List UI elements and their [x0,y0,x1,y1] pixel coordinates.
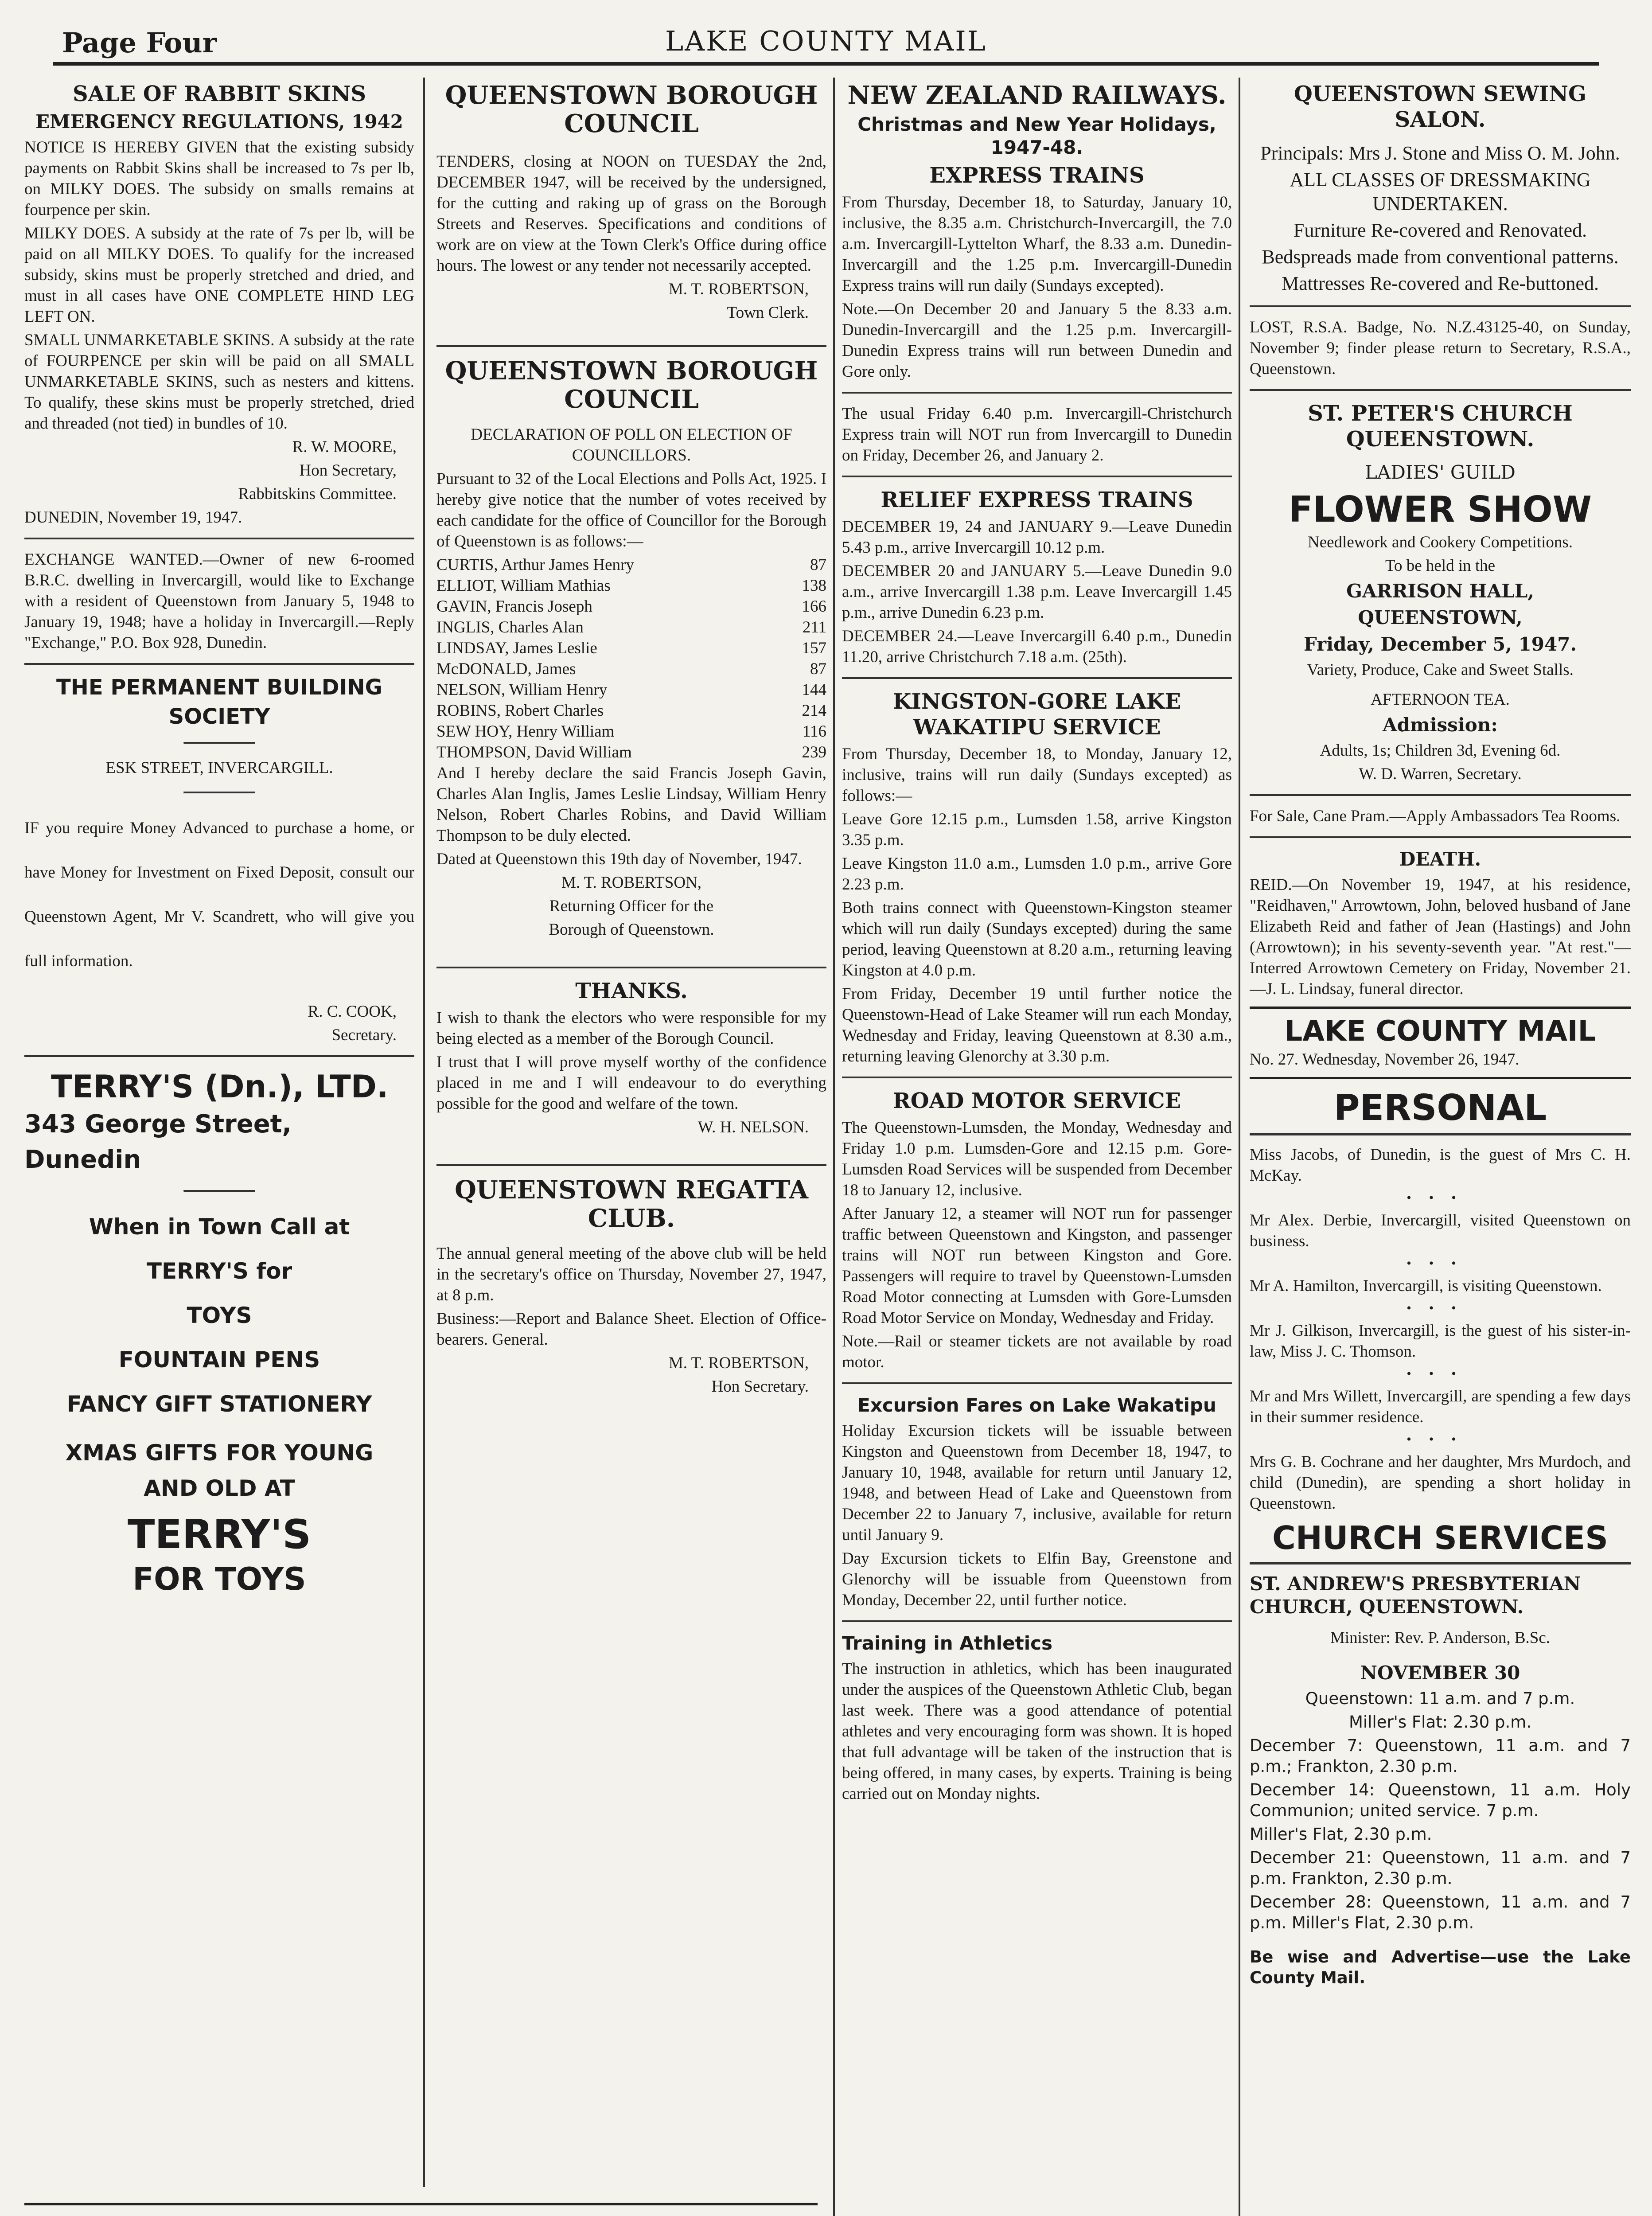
signature: Borough of Queenstown. [549,921,714,939]
notice-paragraph: Leave Kingston 11.0 a.m., Lumsden 1.0 p.m., arrive Gore 2.23 p.m. [842,854,1232,893]
poll-row [436,659,826,679]
poll-row [436,700,826,721]
poll-row [436,575,826,596]
ad-line: GARRISON HALL, [1346,580,1534,602]
notice-paragraph: The annual general meeting of the above club will be held in the secretary's office on Thursday, November 27, 1947, at 8 p.m. [436,1245,826,1304]
divider [842,1077,1232,1078]
service-line: Queenstown: 11 a.m. and 7 p.m. [1305,1689,1575,1708]
ad-line: Principals: Mrs J. Stone and Miss O. M. John. [1260,142,1620,164]
personal-item: Miss Jacobs, of Dunedin, is the guest of Mrs C. H. McKay. [1250,1146,1631,1185]
divider [436,967,826,968]
candidate-name: McDONALD, James [436,660,576,678]
ad-line: QUEENSTOWN, [1358,607,1523,628]
candidate-name: THOMPSON, David William [436,743,632,761]
personal-item: Mrs G. B. Cochrane and her daughter, Mrs Murdoch, and child (Dunedin), are spending a short holiday in Queenstown. [1250,1453,1631,1513]
signature: Returning Officer for the [549,897,714,915]
notice-paragraph: The usual Friday 6.40 p.m. Invercargill-Christchurch Express train will NOT run from Invercargill to Dunedin on Friday, December 26, and January 2. [842,405,1232,464]
notice-paragraph: Holiday Excursion tickets will be issuable between Kingston and Queenstown from December 18, 1947, to January 10, 1948, available for return until January 12, 1948, and between Head of Lake and Queenstown from December 22 to January 7, inclusive, available for return until January 9. [842,1422,1232,1544]
section-title: ROAD MOTOR SERVICE [892,1088,1181,1113]
ad-line: AFTERNOON TEA. [1371,691,1510,709]
signature: M. T. ROBERTSON, [668,280,809,298]
notice-paragraph: Note.—On December 20 and January 5 the 8.33 a.m. Dunedin-Invercargill and the 1.25 p.m. Invercargill-Dunedin Express trains will run between Dunedin and Gore only. [842,300,1232,381]
notice-paragraph: The Queenstown-Lumsden, the Monday, Wednesday and Friday 1.0 p.m. Lumsden-Gore and 12.15 p.m. Gore-Lumsden Road Services will be suspended from December 18 to January 12, inclusive. [842,1119,1232,1199]
divider [842,1620,1232,1622]
notice-paragraph: From Thursday, December 18, to Saturday, January 10, inclusive, the 8.35 a.m. Christchurch-Invercargill, the 7.0 a.m. Invercargill-Lyttelton Wharf, the 8.33 a.m. Dunedin-Invercargill and the 1.25 p.m. Invercargill-Dunedin Express trains will run daily (Sundays excepted). [842,193,1232,295]
section-title: Excursion Fares on Lake Wakatipu [857,1394,1216,1416]
flower-show-ad [1250,401,1631,784]
signature: Rabbitskins Committee. [238,485,397,503]
poll-row [436,742,826,763]
thanks-notice [436,978,826,1138]
poll-row [436,596,826,617]
divider [436,1164,826,1166]
service-line: December 7: Queenstown, 11 a.m. and 7 p.m.; Frankton, 2.30 p.m. [1250,1736,1631,1776]
ad-line: AND OLD AT [144,1475,295,1501]
church-services [1250,1517,1631,1988]
ad-title: ST. PETER'S CHURCH QUEENSTOWN. [1308,401,1573,452]
notice-body: TENDERS, closing at NOON on TUESDAY the 2nd, DECEMBER 1947, will be received by the undersigned, for the cutting and raking up of grass on the Borough Streets and Reserves. Specifications and conditions of work are on view at the Town Clerk's Office during office hours. The lowest or any tender not necessarily accepted. [436,152,826,275]
regatta-notice [436,1176,826,1397]
service-date: NOVEMBER 30 [1360,1662,1520,1684]
ad-line: Bedspreads made from conventional patterns. [1262,246,1619,268]
poll-declaration [436,357,826,940]
ad-line: TERRY'S for [146,1258,292,1284]
death-notice [1250,848,1631,999]
service-line: Miller's Flat: 2.30 p.m. [1348,1713,1532,1732]
candidate-name: INGLIS, Charles Alan [436,618,584,636]
column-rule [833,78,835,2216]
poll-row [436,721,826,742]
article-body: The instruction in athletics, which has been inaugurated under the auspices of the Queenstown Athletic Club, began last week. There was a good attendance of potential athletes and very encouraging form was shown. It is hoped that full advantage will be taken of the instruction that is being offered, in many cases, by experts. Training is being carried out on Monday nights. [842,1660,1232,1803]
candidate-name: CURTIS, Arthur James Henry [436,556,634,574]
candidate-name: SEW HOY, Henry William [436,722,615,741]
masthead: LAKE COUNTY MAIL [665,25,987,57]
separator-dots: ••• [1407,1366,1474,1381]
notice-paragraph: DECEMBER 20 and JANUARY 5.—Leave Dunedin 9.0 a.m., arrive Invercargill 1.38 p.m. Leave Invercargill 1.45 p.m., arrive Dunedin 6.23 p.m. [842,562,1232,622]
nameplate-title: LAKE COUNTY MAIL [1284,1015,1596,1048]
signature: W. H. NELSON. [697,1118,809,1136]
ad-line: FOUNTAIN PENS [118,1347,320,1373]
notice-title: DEATH. [1399,848,1481,870]
poll-row [436,617,826,638]
divider [183,742,255,744]
signature: Secretary. [331,1026,397,1044]
ad-line: W. D. Warren, Secretary. [1359,765,1522,783]
candidate-votes: 211 [802,618,826,636]
candidate-votes: 144 [802,681,826,699]
signature: R. W. MOORE, [292,438,397,456]
athletics-article [842,1632,1232,1804]
sewing-salon-ad [1250,81,1631,296]
ad-title: SOCIETY [168,704,270,729]
separator-dots: ••• [1407,1301,1474,1315]
column-rule [423,78,425,2187]
divider [183,1190,255,1192]
notice-paragraph: I trust that I will prove myself worthy of the confidence placed in me and I will endeavour to do everything possible for the good and welfare of the town. [436,1053,826,1113]
ad-line: TOYS [187,1303,252,1328]
candidate-votes: 239 [802,743,826,761]
notice-title: QUEENSTOWN BOROUGH COUNCIL [445,356,818,414]
signature: M. T. ROBERTSON, [668,1354,809,1372]
divider [24,663,414,665]
issue-line: No. 27. Wednesday, November 26, 1947. [1250,1050,1520,1069]
lost-badge-ad: LOST, R.S.A. Badge, No. N.Z.43125-40, on Sunday, November 9; finder please return to Secretary, R.S.A., Queenstown. [1250,318,1631,378]
column-1 [24,78,414,1599]
candidate-votes: 214 [802,702,826,720]
notice-date: DUNEDIN, November 19, 1947. [24,508,242,527]
divider [842,476,1232,477]
railways-notice [842,81,1232,1373]
notice-title: NEW ZEALAND RAILWAYS. [847,81,1227,110]
candidate-name: LINDSAY, James Leslie [436,639,597,657]
notice-paragraph: From Friday, December 19 until further notice the Queenstown-Head of Lake Steamer will run each Monday, Wednesday and Friday, leaving Queenstown at 8.30 a.m., returning leaving Glenorchy at 3.30 p.m. [842,985,1232,1065]
poll-row [436,679,826,700]
service-line: December 28: Queenstown, 11 a.m. and 7 p.m. Miller's Flat, 2.30 p.m. [1250,1892,1631,1932]
divider [436,345,826,347]
divider [1250,305,1631,307]
ad-line: Variety, Produce, Cake and Sweet Stalls. [1307,661,1574,679]
ad-line: XMAS GIFTS FOR YOUNG [65,1440,374,1466]
notice-subtitle: Christmas and New Year Holidays, 1947-48. [857,113,1216,158]
personal-item: Mr and Mrs Willett, Invercargill, are spending a few days in their summer residence. [1250,1387,1631,1426]
notice-paragraph: Day Excursion tickets to Elfin Bay, Greenstone and Glenorchy will be issuable from Queenstown from Monday, December 22, until further notice. [842,1549,1232,1609]
ad-line: TERRY'S [127,1511,312,1558]
candidate-name: NELSON, William Henry [436,681,608,699]
column-4 [1250,78,1631,1991]
notice-paragraph: MILKY DOES. A subsidy at the rate of 7s per lb, will be paid on all MILKY DOES. To qualify for the increased subsidy, skins must be properly stretched and dried, and must in all cases have ONE COMPLETE HIND LEG LEFT ON. [24,224,414,326]
service-line: December 21: Queenstown, 11 a.m. and 7 p.m. Frankton, 2.30 p.m. [1250,1848,1631,1888]
section-title: KINGSTON-GORE LAKE WAKATIPU SERVICE [892,689,1181,740]
notice-heading: DECLARATION OF POLL ON ELECTION OF COUNCILLORS. [471,425,792,464]
ad-line: To be held in the [1385,557,1496,575]
divider [1250,1133,1631,1135]
candidate-votes: 166 [802,597,826,616]
ad-line: Adults, 1s; Children 3d, Evening 6d. [1320,741,1561,760]
separator-dots: ••• [1407,1256,1474,1271]
ad-line: LADIES' GUILD [1365,461,1516,483]
ad-line: Furniture Re-covered and Renovated. [1293,219,1587,241]
ad-title: TERRY'S (Dn.), LTD. [51,1069,389,1105]
service-line: Miller's Flat, 2.30 p.m. [1250,1825,1432,1844]
excursion-fares [842,1394,1232,1611]
column-3 [842,78,1232,1807]
divider [24,538,414,539]
notice-title: SALE OF RABBIT SKINS [72,82,366,106]
candidate-votes: 138 [802,577,826,595]
ad-body: IF you require Money Advanced to purchase a home, or have Money for Investment on Fixed Deposit, consult our Queenstown Agent, Mr V. Scandrett, who will give you full information. [24,819,414,970]
candidate-votes: 157 [802,639,826,657]
ad-line: Needlework and Cookery Competitions. [1307,533,1573,551]
signature: M. T. ROBERTSON, [561,874,702,892]
section-title: EXPRESS TRAINS [929,163,1145,188]
ad-line: FANCY GIFT STATIONERY [66,1391,372,1417]
ad-line: ALL CLASSES OF DRESSMAKING UNDERTAKEN. [1290,169,1591,215]
personal-item: Mr Alex. Derbie, Invercargill, visited Queenstown on business. [1250,1211,1631,1250]
signature: R. C. COOK, [308,1003,397,1021]
section-title: PERSONAL [1333,1087,1547,1128]
service-line: December 14: Queenstown, 11 a.m. Holy Communion; united service. 7 p.m. [1250,1780,1631,1820]
signature: Hon Secretary. [711,1377,809,1396]
notice-body: REID.—On November 19, 1947, at his residence, "Reidhaven," Arrowtown, John, beloved husband of Jane Elizabeth Reid and father of Jean (Hastings) and John (Arrowtown); in his seventy-seventh year. "At rest."—Interred Arrowtown Cemetery on Friday, November 21.—J. L. Lindsay, funeral director. [1250,876,1631,998]
ad-line: Admission: [1383,714,1498,736]
divider [24,1055,414,1057]
ad-address: 343 George Street, Dunedin [24,1110,292,1174]
personal-item: Mr J. Gilkison, Invercargill, is the guest of his sister-in-law, Miss J. C. Thomson. [1250,1322,1631,1361]
paper-nameplate [1250,1007,1631,1079]
building-society-ad [24,675,414,1046]
notice-title: QUEENSTOWN BOROUGH COUNCIL [445,81,818,138]
signature: Hon Secretary, [299,461,397,480]
ad-line: FOR TOYS [132,1561,306,1597]
notice-paragraph: From Thursday, December 18, to Monday, January 12, inclusive, trains will run daily (Sundays excepted) as follows:— [842,745,1232,805]
tenders-notice [436,81,826,323]
notice-paragraph: Leave Gore 12.15 p.m., Lumsden 1.58, arrive Kingston 3.35 p.m. [842,810,1232,849]
rabbit-skins-notice [24,81,414,528]
divider [842,392,1232,394]
notice-subtitle: EMERGENCY REGULATIONS, 1942 [35,111,403,133]
ad-title: THE PERMANENT BUILDING [56,675,383,700]
candidate-votes: 87 [810,556,826,574]
notice-paragraph: NOTICE IS HEREBY GIVEN that the existing subsidy payments on Rabbit Skins shall be increased to 7s per lb, on MILKY DOES. The subsidy on smalls remains at fourpence per skin. [24,138,414,219]
poll-row [436,638,826,659]
separator-dots: ••• [1407,1432,1474,1447]
notice-title: QUEENSTOWN REGATTA CLUB. [455,1175,808,1233]
church-name: ST. ANDREW'S PRESBYTERIAN CHURCH, QUEENSTOWN. [1250,1573,1581,1618]
notice-dated: Dated at Queenstown this 19th day of November, 1947. [436,850,802,868]
candidate-name: ELLIOT, William Mathias [436,577,611,595]
divider [183,792,255,794]
section-title: RELIEF EXPRESS TRAINS [881,488,1193,512]
ad-line: Mattresses Re-covered and Re-buttoned. [1282,273,1599,294]
signature: Town Clerk. [727,304,809,322]
minister: Minister: Rev. P. Anderson, B.Sc. [1330,1629,1551,1647]
notice-paragraph: Both trains connect with Queenstown-Kingston steamer which will run daily (Sundays excepted) during the same period, leaving Queenstown at 8.20 a.m., returning leaving Kingston at 4.0 p.m. [842,899,1232,979]
ad-title: QUEENSTOWN SEWING SALON. [1294,82,1586,132]
divider [1250,836,1631,838]
poll-table [436,554,826,763]
article-title: Training in Athletics [842,1632,1053,1654]
column-rule [1239,78,1240,2216]
pram-for-sale-ad: For Sale, Cane Pram.—Apply Ambassadors Tea Rooms. [1250,807,1621,825]
divider [1250,794,1631,796]
ad-line: When in Town Call at [89,1214,350,1240]
notice-paragraph: I wish to thank the electors who were responsible for my being elected as a member of the Borough Council. [436,1009,826,1048]
section-title: CHURCH SERVICES [1272,1519,1609,1557]
page-number: Page Four [62,27,217,59]
page-header [53,22,1599,66]
notice-paragraph: DECEMBER 19, 24 and JANUARY 9.—Leave Dunedin 5.43 p.m., arrive Invercargill 10.12 p.m. [842,518,1232,557]
divider [1250,389,1631,391]
notice-title: THANKS. [575,979,688,1003]
candidate-votes: 87 [810,660,826,678]
advertise-footer: Be wise and Advertise—use the Lake County Mail. [1250,1947,1631,1987]
poll-row [436,554,826,575]
column-2 [436,78,826,1400]
notice-paragraph: DECEMBER 24.—Leave Invercargill 6.40 p.m., Dunedin 11.20, arrive Christchurch 7.18 a.m. (25th). [842,627,1232,666]
divider [842,677,1232,679]
candidate-name: GAVIN, Francis Joseph [436,597,592,616]
notice-intro: Pursuant to 32 of the Local Elections and Polls Act, 1925. I hereby give notice that the number of votes received by each candidate for the office of Councillor for the Borough of Queenstown is as follows:— [436,470,826,550]
notice-paragraph: And I hereby declare the said Francis Joseph Gavin, Charles Alan Inglis, James Leslie Lindsay, William Henry Nelson, Robert Charles Robins, and David William Thompson to be duly elected. [436,764,826,845]
divider [1250,1562,1631,1564]
exchange-wanted-ad: EXCHANGE WANTED.—Owner of new 6-roomed B.R.C. dwelling in Invercargill, would like to Exchange with a resident of Queenstown from January 5, 1948 to January 19, 1948; have a holiday in Invercargill.—Reply "Exchange," P.O. Box 928, Dunedin. [24,550,414,652]
candidate-votes: 116 [802,722,826,741]
notice-paragraph: Business:—Report and Balance Sheet. Election of Office-bearers. General. [436,1310,826,1349]
notice-paragraph: SMALL UNMARKETABLE SKINS. A subsidy at the rate of FOURPENCE per skin will be paid on all SMALL UNMARKETABLE SKINS, such as nesters and kittens. To qualify, these skins must be properly stretched, dried and threaded (not tied) in bundles of 10. [24,331,414,433]
personal-column [1250,1086,1631,1514]
candidate-name: ROBINS, Robert Charles [436,702,604,720]
ad-line: Friday, December 5, 1947. [1303,633,1577,655]
divider [842,1382,1232,1384]
separator-dots: ••• [1407,1190,1474,1205]
ad-address: ESK STREET, INVERCARGILL. [105,759,333,777]
trustees-executors-ad [24,2203,818,2216]
ad-headline: FLOWER SHOW [1289,489,1592,530]
terrys-ad [24,1067,414,1599]
notice-paragraph: After January 12, a steamer will NOT run for passenger traffic between Queenstown and Kingston, and passenger trains will NOT run between Kingston and Gore. Passengers will require to travel by Queenstown-Lumsden Road Motor connecting at Lumsden with Gore-Lumsden Road Motor Service on Monday, Wednesday and Friday. [842,1205,1232,1327]
personal-item: Mr A. Hamilton, Invercargill, is visiting Queenstown. [1250,1277,1602,1295]
notice-paragraph: Note.—Rail or steamer tickets are not available by road motor. [842,1332,1232,1371]
